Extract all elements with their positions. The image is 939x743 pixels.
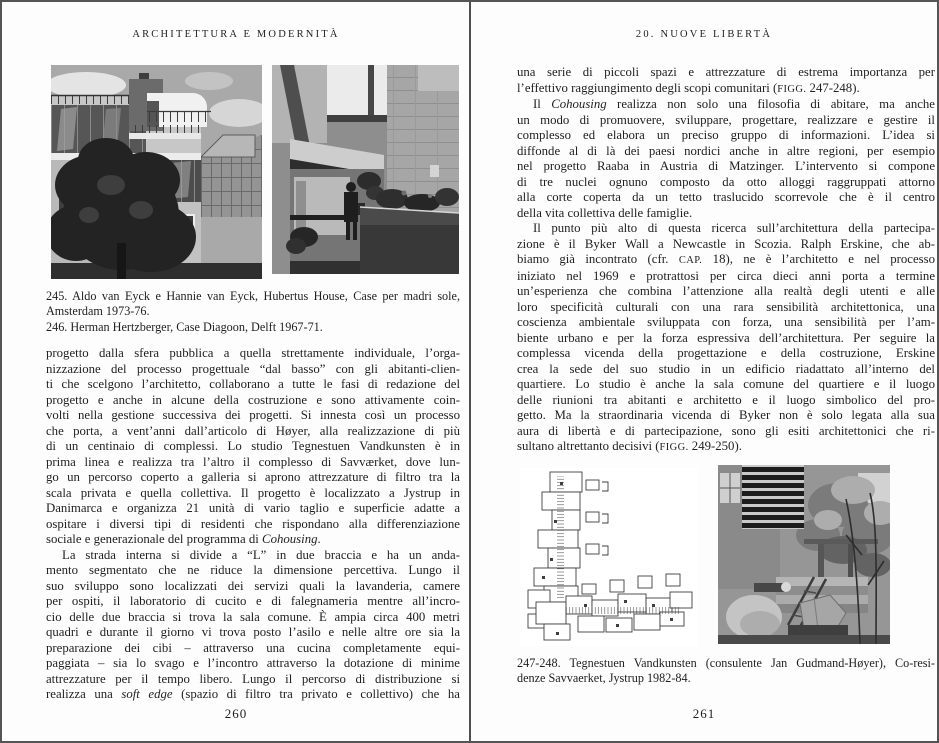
text-line: prima linea e realizza tra l’altro il complesso di Savværket, dove lun- <box>46 454 460 469</box>
running-head-right: 20. NUOVE LIBERTÀ <box>635 29 773 40</box>
text-line: per ospiti, il laboratorio di cucito e di falegnameria mentre all’incro- <box>46 594 460 608</box>
photo-hubertus-house <box>51 65 262 279</box>
text-line: volti nella gestione successiva dei progetti. Si innesta così un processo <box>46 408 460 422</box>
text-line: nizzazione del processo progettuale “dal basso” con gli abitanti-clien- <box>46 361 460 376</box>
text-line: quadri e durante il giorno vi trova posto l’asilo e nelle altre ore sia la <box>46 625 460 639</box>
text-line: progetto dalla sfera pubblica a quella strettamente individuale, l’orga- <box>46 346 460 360</box>
text-line: alla corte coperta da un tetto traslucido scorrevole che è il centro <box>517 190 935 204</box>
text-line: denze Savvaerket, Jystrup 1982-84. <box>517 671 691 686</box>
text-line: aura di libertà e di partecipazione, sono gli esiti architettonici che ri- <box>517 423 935 438</box>
paragraph <box>517 221 935 456</box>
text-line: Il Cohousing realizza non solo una filosofia di abitare, ma anche <box>533 97 935 111</box>
text-line: diffonde al di là dei paesi nordici anche in altre regioni, per esempio <box>517 143 935 158</box>
text-line: biamo già incontrato (cfr. CAP. 18), ne è l’architetto e nel processo <box>517 252 935 266</box>
text-line: scala privata e quella collettiva. Il progetto è localizzato a Jystrup in <box>46 485 460 500</box>
text-line: complessa vicenda della progettazione e della costruzione, Erskine <box>517 346 935 360</box>
text-line: l’effettivo raggiungimento degli scopi comunitari (FIGG. 247-248). <box>517 80 860 95</box>
figure-caption-left <box>46 289 460 335</box>
text-line: che porta, a vent’anni dall’articolo di Høyer, alla realizzazione di più <box>46 423 460 438</box>
text-line: biente urbano e per la forza espressiva dell’architettura. Per seguire la <box>517 330 935 345</box>
text-line: coscienza ambientale sviluppata con forza, una sensibilità per l’am- <box>517 315 935 329</box>
page-left <box>2 2 470 741</box>
text-line: complesso ed elabora un preciso gruppo di informazioni. L’idea si <box>517 128 935 142</box>
folio-right: 261 <box>692 706 716 721</box>
folio-left: 260 <box>224 706 248 721</box>
text-line: un modo di promuovere, sviluppare, progettare, realizzare e gestire il <box>517 112 935 127</box>
text-line: progetto e anche in alcune della costruzione e sono attivamente coin- <box>46 392 460 407</box>
text-line: zione è il Byker Wall a Newcastle in Scozia. Ralph Erskine, che ab- <box>517 236 935 251</box>
text-line: getto. Ma la straordinaria vicenda di Byker non è solo legata alla sua <box>517 408 935 422</box>
text-line: una serie di piccoli spazi e attrezzature di estrema importanza per <box>517 65 935 79</box>
text-line: 246. Herman Hertzberger, Case Diagoon, Delft 1967-71. <box>46 319 323 334</box>
text-line: paggiata – sia lo svago e l’incontro attraverso la dotazione di minime <box>46 656 460 670</box>
figure-248-photo <box>718 465 890 644</box>
running-head-left: ARCHITETTURA E MODERNITÀ <box>132 29 340 40</box>
text-line: di tre nuclei ognuno composto da otto alloggi raggruppati attorno <box>517 174 935 189</box>
text-line: attrezzature per il tempo libero. Lungo il percorso di distribuzione si <box>46 671 460 686</box>
photo-case-diagoon <box>272 65 459 274</box>
text-line: iniziato nel 1969 e protrattosi per circa dieci anni porta a termine <box>517 268 935 283</box>
body-text-right <box>517 65 935 456</box>
text-line: preparazione dei cibi – attraverso una cucina completamente equi- <box>46 640 460 655</box>
page-right <box>471 2 937 741</box>
text-line: di un centinaio di complessi. Lo studio Tegnestuen Vandkunsten è in <box>46 439 460 453</box>
text-line: crea la sede del suo studio in un edificio riadattato all’interno del <box>517 361 935 376</box>
paragraph <box>46 320 460 335</box>
paragraph <box>46 548 460 703</box>
text-line: nel progetto Raaba in Austria di Matzinger. L’intervento si compone <box>517 159 935 173</box>
text-line: suo sviluppo sono localizzati dei servizi quali la lavanderia, camere <box>46 578 460 593</box>
paragraph <box>517 65 935 97</box>
text-line: mento segmentato che ne riduce la dimensione percettiva. Lungo il <box>46 563 460 577</box>
text-line: delle riunioni tra abitanti e architetto e il luogo simbolico del pro- <box>517 392 935 407</box>
text-line: un’esperienza che combina l’attenzione alla realtà degli utenti e alle <box>517 284 935 298</box>
text-line: ti che scelgono l’architetto, collaborano a tutte le fasi di redazione del <box>46 377 460 391</box>
text-line: Danimarca e organizza 21 unità di vario taglio e superficie adatte a <box>46 501 460 515</box>
figure-245-photo <box>51 65 262 279</box>
text-line: sultano altrettanto decisivi (FIGG. 249-250). <box>517 439 742 453</box>
figure-247-plan <box>520 468 698 646</box>
figure-246-photo <box>272 65 459 274</box>
text-line: realizza una soft edge (spazio di filtro tra privato e collettivo) che ha <box>46 687 460 701</box>
text-line: cio delle due braccia si trova la sala comune. È ampia circa 400 metri <box>46 609 460 624</box>
paragraph <box>46 289 460 320</box>
text-line: 247-248. Tegnestuen Vandkunsten (consulente Jan Gudmand-Høyer), Co-resi- <box>517 656 935 670</box>
text-line: La strada interna si divide a “L” in due braccia e ha un anda- <box>62 547 460 562</box>
paragraph <box>517 97 935 221</box>
text-line: quartiere. Lo studio è anche la sala comune del quartiere e il luogo <box>517 377 935 391</box>
plan-savvaerket <box>520 468 698 646</box>
text-line: go un percorso coperto a galleria si aprono attrezzature di filtro tra la <box>46 470 460 484</box>
paragraph <box>517 656 935 687</box>
figure-caption-right <box>517 656 935 687</box>
text-line: Il punto più alto di questa ricerca sull’architettura della partecipa- <box>533 221 935 235</box>
text-line: Amsterdam 1973-76. <box>46 304 150 319</box>
paragraph <box>46 346 460 548</box>
body-text-left <box>46 346 460 703</box>
text-line: sociale e generazionale del programma di Cohousing. <box>46 532 321 546</box>
text-line: loro specificità culturali con una rara sensibilità architettonica, una <box>517 299 935 314</box>
text-line: della vita collettiva delle famiglie. <box>517 205 693 220</box>
photo-savvaerket-court <box>718 465 890 644</box>
text-line: 245. Aldo van Eyck e Hannie van Eyck, Hubertus House, Case per madri sole, <box>46 289 460 303</box>
text-line: ospitare i diversi tipi di residenti che rispondano alla differenziazione <box>46 516 460 531</box>
